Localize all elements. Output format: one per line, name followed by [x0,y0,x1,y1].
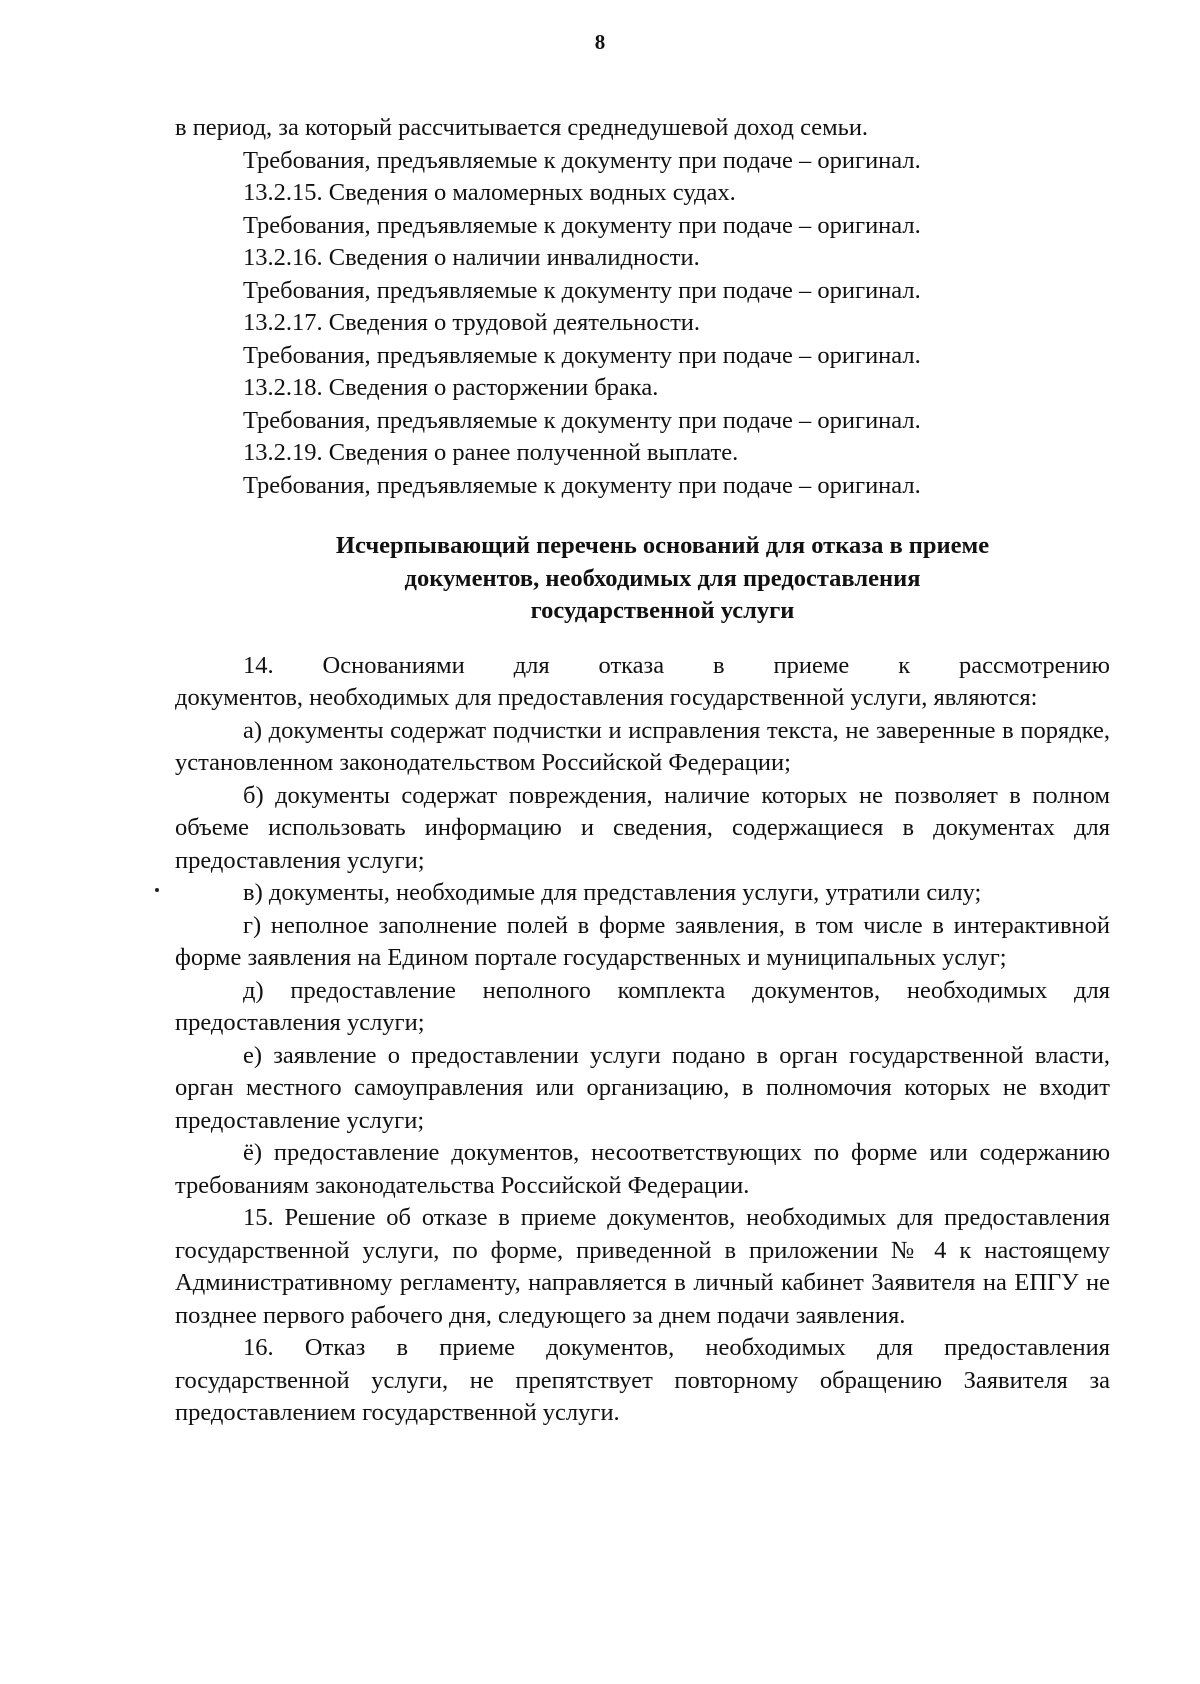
heading-line: документов, необходимых для предоставления [404,564,921,592]
paragraph-number: 14. [243,651,274,679]
scan-speck [155,888,159,892]
word: рассмотрению [959,651,1110,679]
list-item-d: д) предоставление неполного комплекта документов, необходимых для предоставления услуги; [175,976,1110,1036]
paragraph-14 [175,650,1110,715]
text-line: Требования, предъявляемые к документу при подаче – оригинал. [243,211,921,239]
list-item-v: в) документы, необходимые для представления услуги, утратили силу; [243,879,982,906]
text-line: Требования, предъявляемые к документу при подаче – оригинал. [243,276,921,304]
heading-line: Исчерпывающий перечень оснований для отказа в приеме [335,532,990,559]
list-item-e: е) заявление о предоставлении услуги подано в орган государственной власти, орган местного самоуправления или организацию, в полномочия которых не входит предоставление услуги; [175,1041,1110,1134]
text-line: 13.2.18. Сведения о расторжении брака. [243,374,659,401]
text-line: 13.2.17. Сведения о трудовой деятельности. [243,309,701,336]
paragraph-14-first-line [175,650,1110,683]
paragraph-15: 15. Решение об отказе в приеме документов, необходимых для предоставления государственной услуги, по форме, приведенной в приложении № 4 к настоящему Административному регламенту, направляется в личный кабинет Заявителя на ЕПГУ не позднее первого рабочего дня, следующего за днем подачи заявления. [175,1204,1110,1329]
heading-line: государственной услуги [530,597,795,624]
list-item-yo: ё) предоставление документов, несоответствующих по форме или содержанию требованиям законодательства Российской Федерации. [175,1139,1110,1199]
list-item-a: а) документы содержат подчистки и исправления текста, не заверенные в порядке, установленном законодательством Российской Федерации; [175,716,1110,776]
page-number: 8 [594,30,606,54]
text-line: Требования, предъявляемые к документу при подаче – оригинал. [243,341,921,369]
section-heading [175,530,1110,628]
paragraph-16: 16. Отказ в приеме документов, необходимых для предоставления государственной услуги, не препятствует повторному обращению Заявителя за предоставлением государственной услуги. [175,1334,1110,1426]
word: Основаниями [322,651,465,679]
text-line: в период, за который рассчитывается среднедушевой доход семьи. [175,114,869,141]
text-line: Требования, предъявляемые к документу при подаче – оригинал. [243,146,921,174]
text-line: Требования, предъявляемые к документу при подаче – оригинал. [243,471,921,499]
list-item-g: г) неполное заполнение полей в форме заявления, в том числе в интерактивной форме заявления на Едином портале государственных и муниципальных услуг; [175,911,1110,971]
paragraph-14-rest: документов, необходимых для предоставления государственной услуги, являются: [175,684,1038,711]
document-body [175,112,1110,1430]
word: для [513,651,550,679]
text-line: 13.2.16. Сведения о наличии инвалидности. [243,244,700,271]
text-line: 13.2.19. Сведения о ранее полученной выплате. [243,439,739,466]
word: отказа [598,651,665,679]
text-line: Требования, предъявляемые к документу при подаче – оригинал. [243,406,921,434]
word: в [713,651,725,679]
word: к [898,651,911,679]
list-item-b: б) документы содержат повреждения, наличие которых не позволяет в полном объеме использовать информацию и сведения, содержащиеся в документах для предоставления услуги; [175,781,1110,874]
text-line: 13.2.15. Сведения о маломерных водных судах. [243,179,736,206]
word: приеме [773,651,850,679]
